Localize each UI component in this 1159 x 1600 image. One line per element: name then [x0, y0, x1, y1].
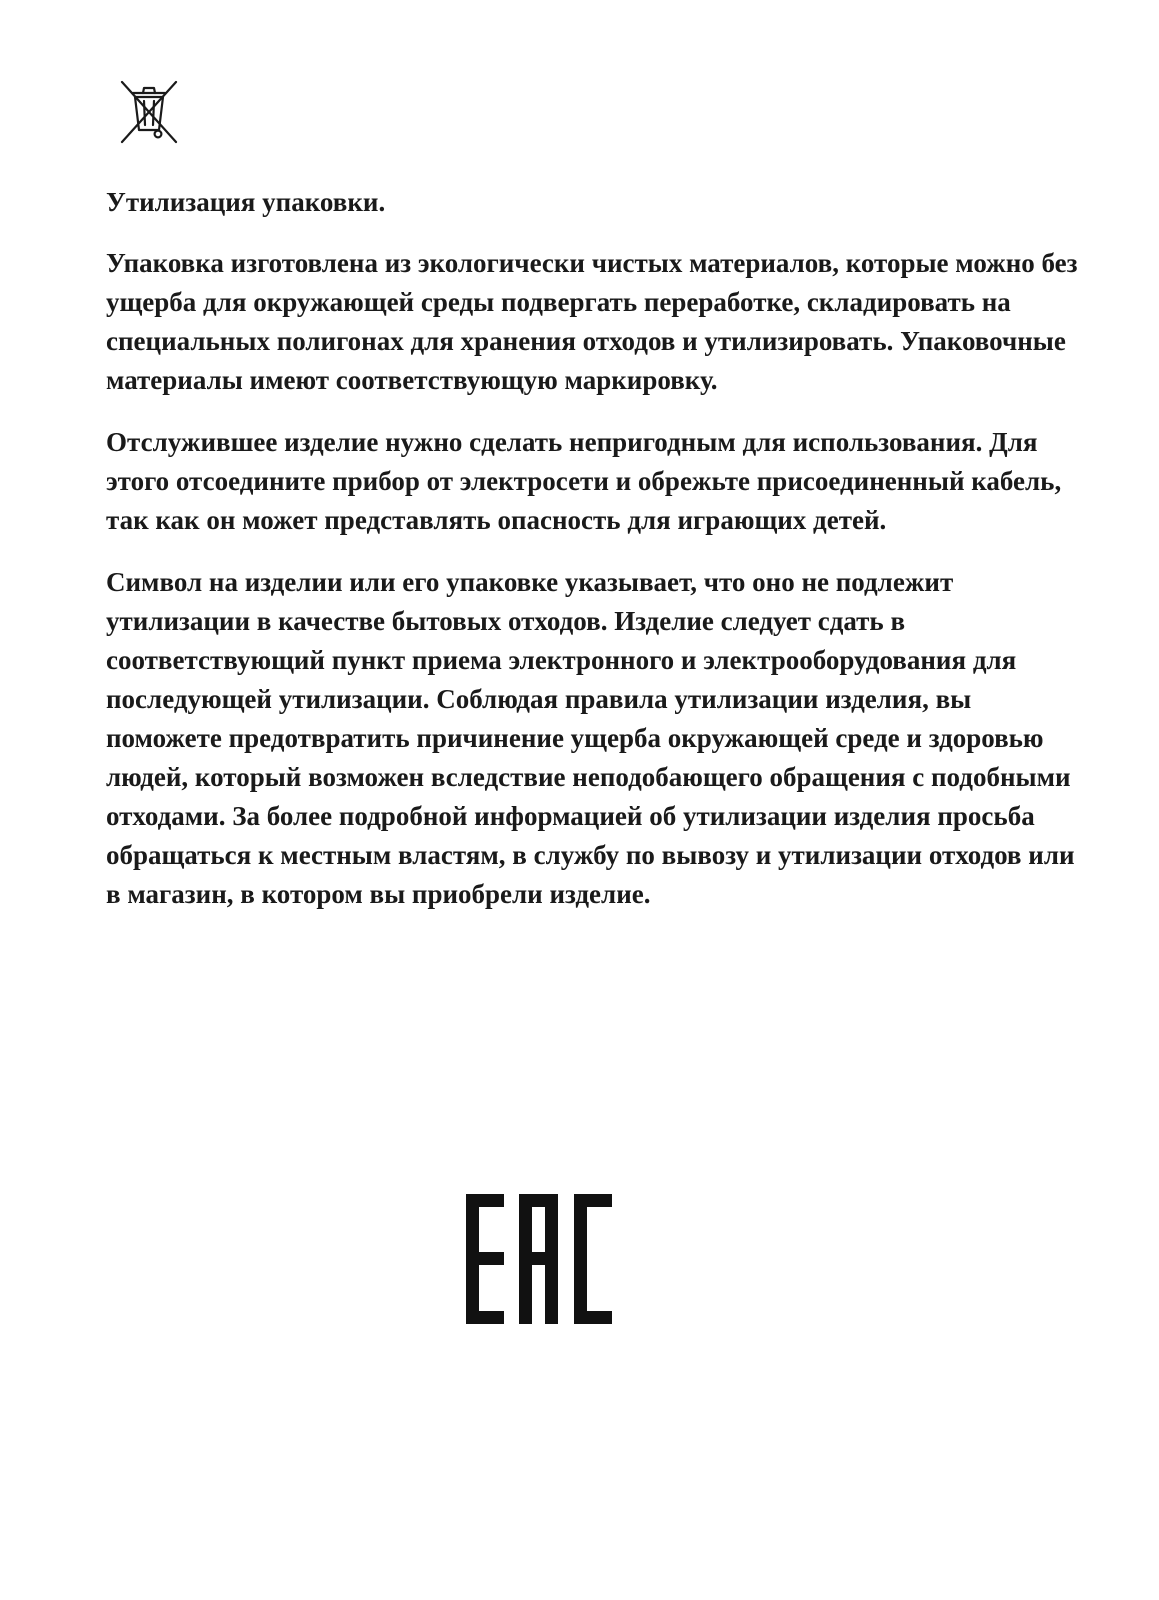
- document-body: [106, 182, 1091, 937]
- paragraph-unusable: Отслужившее изделие нужно сделать непригодным для использования. Для этого отсоедините прибор от электросети и обрежьте присоединенный кабель, так как он может представлять опасность для играющих детей.: [106, 427, 1062, 535]
- page-title: Утилизация упаковки.: [106, 187, 386, 217]
- paragraph-packaging: Упаковка изготовлена из экологически чистых материалов, которые можно без ущерба для окружающей среды подвергать переработке, складировать на специальных полигонах для хранения отходов и утилизировать. Упаковочные материалы имеют соответствующую маркировку.: [106, 248, 1078, 395]
- eac-certification-mark: [466, 1194, 612, 1324]
- paragraph-disposal-symbol: Символ на изделии или его упаковке указывает, что оно не подлежит утилизации в качестве бытовых отходов. Изделие следует сдать в соответствующий пункт приема электронного и электрооборудования для последующей утилизации. Соблюдая правила утилизации изделия, вы поможете предотвратить причинение ущерба окружающей среде и здоровью людей, который возможен вследствие неподобающего обращения с подобными отходами. За более подробной информацией об утилизации изделия просьба обращаться к местным властям, в службу по вывозу и утилизации отходов или в магазин, в котором вы приобрели изделие.: [106, 567, 1075, 909]
- crossed-out-wheelie-bin-icon: [114, 76, 184, 146]
